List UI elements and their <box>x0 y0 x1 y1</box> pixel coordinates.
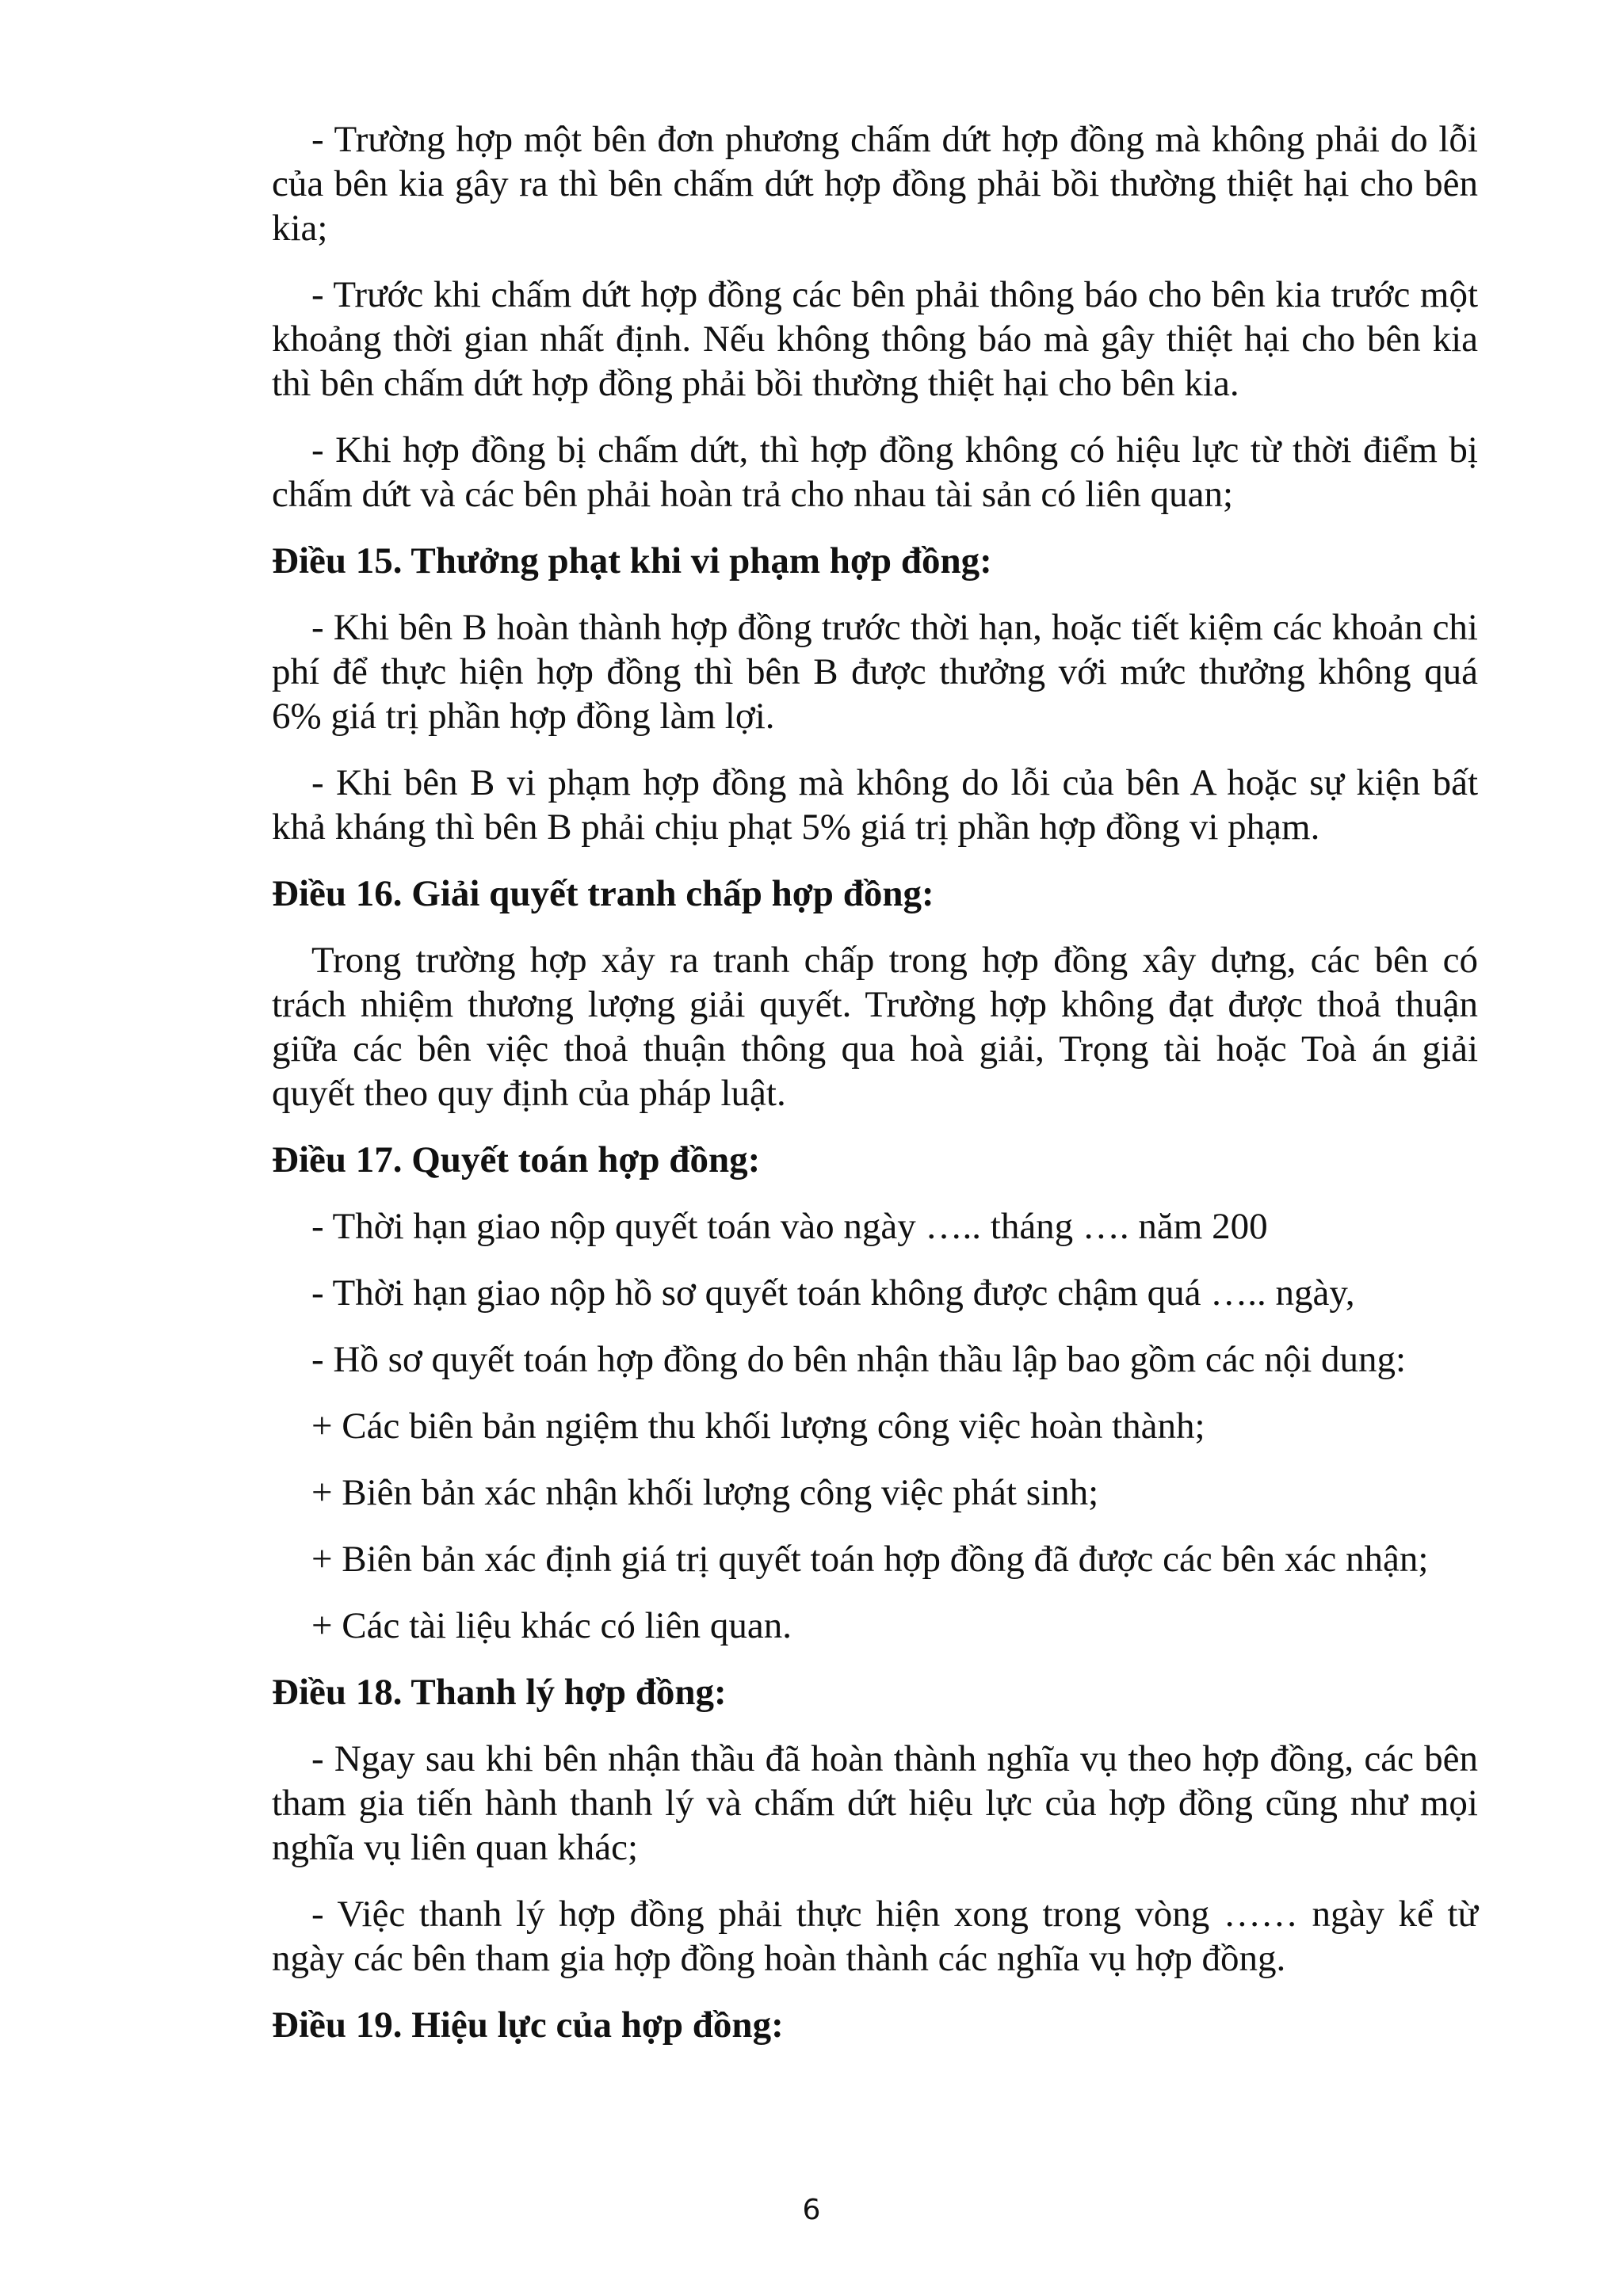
paragraph-termination-notice: - Trước khi chấm dứt hợp đồng các bên phải thông báo cho bên kia trước một khoảng thời gian nhất định. Nếu không thông báo mà gây thiệt hại cho bên kia thì bên chấm dứt hợp đồng phải bồi thường thiệt hại cho bên kia. <box>272 274 1478 404</box>
heading-article-15: Điều 15. Thưởng phạt khi vi phạm hợp đồng: <box>272 540 992 582</box>
paragraph-settlement-deadline: - Thời hạn giao nộp hồ sơ quyết toán không được chậm quá ….. ngày, <box>311 1272 1355 1314</box>
paragraph-bonus: - Khi bên B hoàn thành hợp đồng trước thời hạn, hoặc tiết kiệm các khoản chi phí để thực hiện hợp đồng thì bên B được thưởng với mức thưởng không quá 6% giá trị phần hợp đồng làm lợi. <box>272 607 1478 737</box>
page-number: 6 <box>802 2194 821 2226</box>
paragraph-settlement-dossier: - Hồ sơ quyết toán hợp đồng do bên nhận thầu lập bao gồm các nội dung: <box>311 1339 1407 1380</box>
heading-article-19: Điều 19. Hiệu lực của hợp đồng: <box>272 2004 784 2046</box>
paragraph-dispute-resolution: Trong trường hợp xảy ra tranh chấp trong hợp đồng xây dựng, các bên có trách nhiệm thương lượng giải quyết. Trường hợp không đạt được thoả thuận giữa các bên việc thoả thuận thông qua hoà giải, Trọng tài hoặc Toà án giải quyết theo quy định của pháp luật. <box>272 940 1478 1114</box>
document-body <box>272 117 1478 2069</box>
list-item-settlement-value-minutes: + Biên bản xác định giá trị quyết toán hợp đồng đã được các bên xác nhận; <box>311 1539 1429 1580</box>
heading-article-16: Điều 16. Giải quyết tranh chấp hợp đồng: <box>272 873 934 914</box>
paragraph-termination-effect: - Khi hợp đồng bị chấm dứt, thì hợp đồng không có hiệu lực từ thời điểm bị chấm dứt và các bên phải hoàn trả cho nhau tài sản có liên quan; <box>272 429 1478 515</box>
paragraph-penalty: - Khi bên B vi phạm hợp đồng mà không do lỗi của bên A hoặc sự kiện bất khả kháng thì bên B phải chịu phạt 5% giá trị phần hợp đồng vi phạm. <box>272 762 1478 848</box>
heading-article-17: Điều 17. Quyết toán hợp đồng: <box>272 1139 761 1180</box>
list-item-additional-work-minutes: + Biên bản xác nhận khối lượng công việc phát sinh; <box>311 1472 1099 1513</box>
paragraph-unilateral-termination: - Trường hợp một bên đơn phương chấm dứt hợp đồng mà không phải do lỗi của bên kia gây ra thì bên chấm dứt hợp đồng phải bồi thường thiệt hại cho bên kia; <box>272 119 1478 249</box>
paragraph-liquidation: - Ngay sau khi bên nhận thầu đã hoàn thành nghĩa vụ theo hợp đồng, các bên tham gia tiến hành thanh lý và chấm dứt hiệu lực của hợp đồng cũng như mọi nghĩa vụ liên quan khác; <box>272 1738 1478 1868</box>
heading-article-18: Điều 18. Thanh lý hợp đồng: <box>272 1672 727 1713</box>
list-item-other-documents: + Các tài liệu khác có liên quan. <box>311 1605 792 1646</box>
list-item-acceptance-minutes: + Các biên bản ngiệm thu khối lượng công việc hoàn thành; <box>311 1405 1205 1447</box>
paragraph-settlement-date: - Thời hạn giao nộp quyết toán vào ngày ….. tháng …. năm 200 <box>311 1206 1268 1247</box>
paragraph-liquidation-deadline: - Việc thanh lý hợp đồng phải thực hiện xong trong vòng …… ngày kể từ ngày các bên tham gia hợp đồng hoàn thành các nghĩa vụ hợp đồng. <box>272 1894 1478 1979</box>
